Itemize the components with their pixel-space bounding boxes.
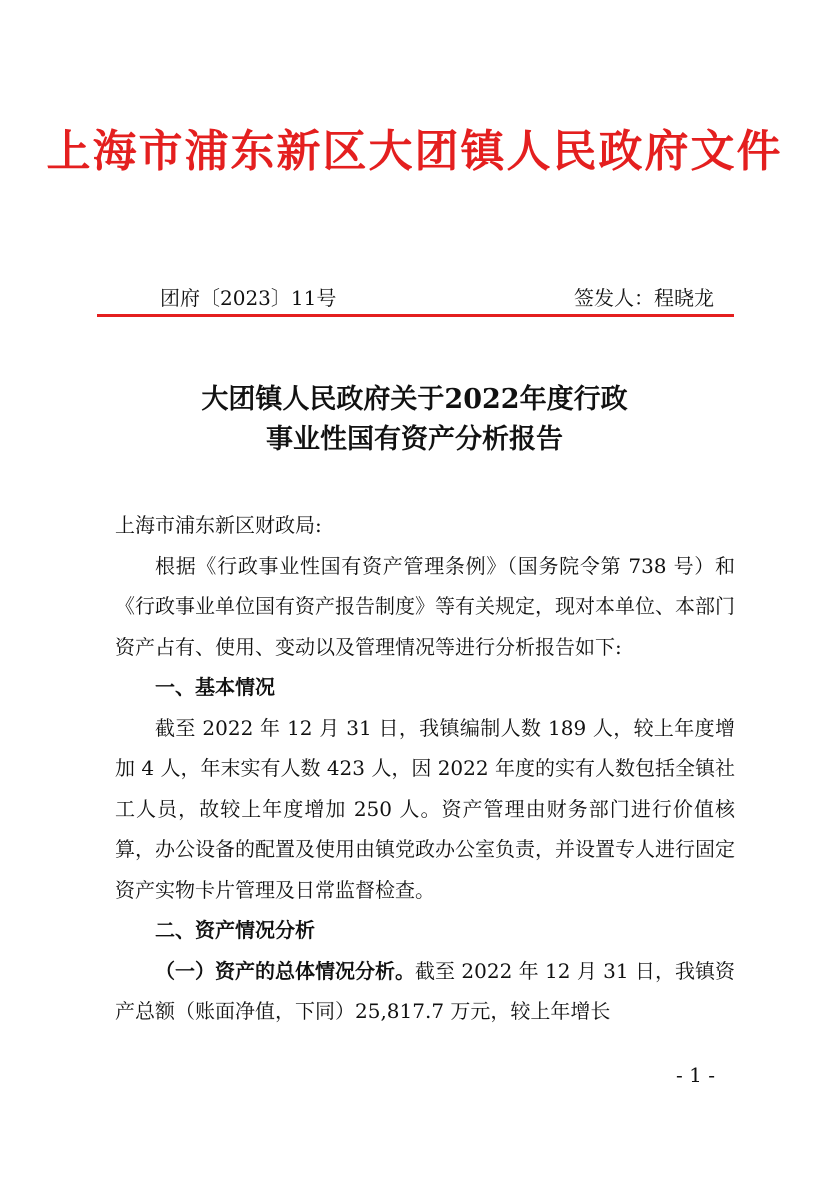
section-heading-basic: 一、基本情况: [155, 675, 275, 699]
document-body: [115, 505, 735, 1032]
salutation: 上海市浦东新区财政局:: [115, 513, 322, 537]
paragraph-basic-situation: 截至 2022 年 12 月 31 日，我镇编制人数 189 人，较上年度增加 4 人，年末实有人数 423 人，因 2022 年度的实有人数包括全镇社工人员，故较上年度增加 250 人。资产管理由财务部门进行价值核算，办公设备的配置及使用由镇党政办公室负责，并设置专人进行固定资产实物卡片管理及日常监督检查。: [115, 715, 735, 902]
document-header-title: 上海市浦东新区大团镇人民政府文件: [46, 126, 783, 177]
red-divider: [97, 314, 734, 317]
document-title-line-2: 事业性国有资产分析报告: [266, 424, 563, 455]
paragraph-asset-overview: [115, 951, 735, 1032]
document-meta-row: [100, 283, 730, 313]
paragraph-asset-overview-text: 截至 2022 年 12 月 31 日，我镇资产总额（账面净值，下同）25,817.7 万元，较上年增长: [115, 958, 735, 1023]
section-heading-assets: 二、资产情况分析: [155, 918, 315, 942]
document-number: 团府〔2023〕11号: [160, 286, 337, 310]
document-title-line-1: 大团镇人民政府关于2022年度行政: [201, 384, 628, 415]
document-title: [0, 380, 829, 460]
page-number: - 1 -: [676, 1063, 715, 1087]
subsection-heading-overall: （一）资产的总体情况分析。: [155, 958, 416, 983]
paragraph-intro: 根据《行政事业性国有资产管理条例》（国务院令第 738 号）和《行政事业单位国有资产报告制度》等有关规定，现对本单位、本部门资产占有、使用、变动以及管理情况等进行分析报告如下:: [115, 553, 735, 659]
signer: 签发人：程晓龙: [574, 286, 714, 310]
